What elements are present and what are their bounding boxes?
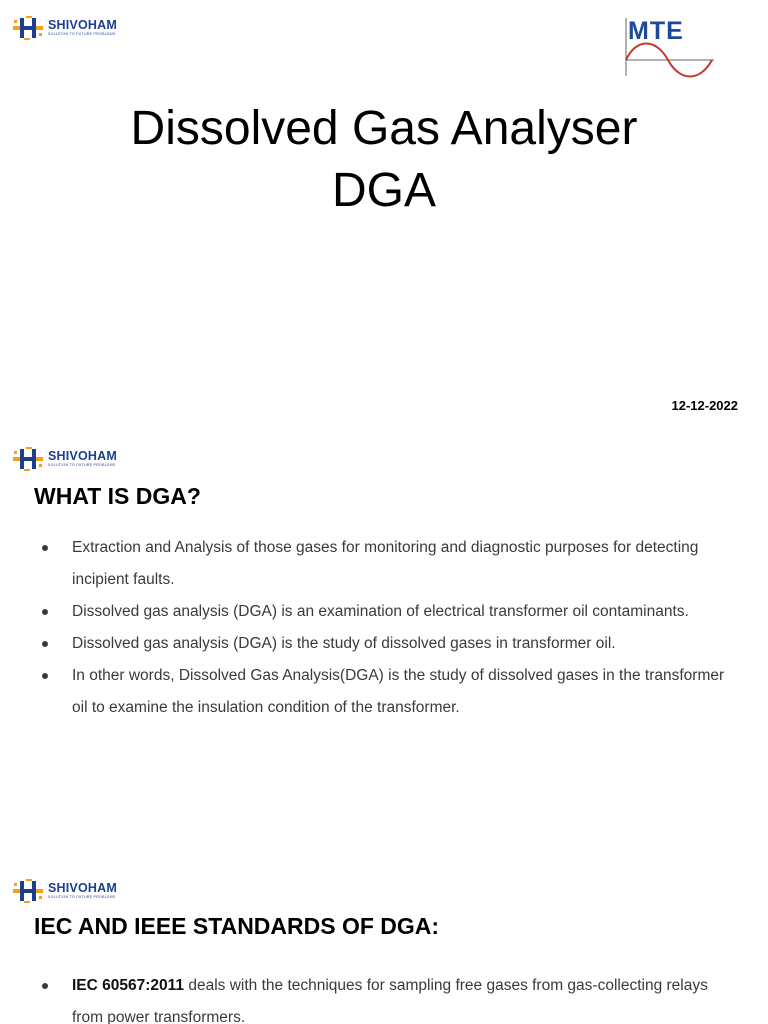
page-title (0, 98, 768, 222)
list-item (0, 628, 768, 660)
section-heading: WHAT IS DGA? (34, 483, 201, 509)
logo-name: SHIVOHAM (48, 449, 117, 464)
shivoham-logo (12, 446, 117, 472)
bullet-text: Dissolved gas analysis (DGA) is the study of dissolved gases in transformer oil. (72, 635, 616, 652)
logo-tagline: SOLUTION TO FUTURE PROBLEMS (48, 894, 116, 899)
bullet-text: deals with the techniques for sampling free gases from gas-collecting relays from power transformers. (72, 977, 708, 1024)
shivoham-mark-icon (12, 878, 44, 904)
bullet-icon (42, 641, 48, 647)
title-slide (0, 0, 768, 420)
bullet-icon (42, 545, 48, 551)
logo-name: SHIVOHAM (48, 18, 117, 33)
logo-name: SHIVOHAM (48, 881, 117, 896)
shivoham-logo (12, 15, 117, 41)
standard-code: IEC 60567:2011 (72, 977, 185, 994)
mte-logo (624, 16, 716, 78)
bullet-list (0, 970, 768, 1024)
list-item (0, 970, 768, 1024)
list-item (0, 660, 768, 724)
bullet-list (0, 532, 768, 724)
bullet-icon (42, 673, 48, 679)
title-line-1: Dissolved Gas Analyser (130, 102, 638, 155)
standards-slide (0, 860, 768, 1024)
bullet-icon (42, 609, 48, 615)
shivoham-logo (12, 878, 117, 904)
logo-tagline: SOLUTION TO FUTURE PROBLEMS (48, 31, 116, 36)
shivoham-mark-icon (12, 446, 44, 472)
bullet-text: Dissolved gas analysis (DGA) is an examination of electrical transformer oil contaminants. (72, 603, 689, 620)
list-item (0, 532, 768, 596)
logo-tagline: SOLUTION TO FUTURE PROBLEMS (48, 462, 116, 467)
slide-date: 12-12-2022 (671, 398, 738, 413)
mte-wordmark: MTE (628, 17, 684, 45)
title-line-2: DGA (331, 164, 436, 217)
bullet-icon (42, 983, 48, 989)
what-is-dga-slide (0, 420, 768, 860)
list-item (0, 596, 768, 628)
shivoham-mark-icon (12, 15, 44, 41)
section-heading: IEC AND IEEE STANDARDS OF DGA: (34, 913, 440, 939)
bullet-text: Extraction and Analysis of those gases for monitoring and diagnostic purposes for detecting incipient faults. (72, 539, 699, 588)
bullet-text: In other words, Dissolved Gas Analysis(DGA) is the study of dissolved gases in the transformer oil to examine the insulation condition of the transformer. (72, 667, 725, 716)
